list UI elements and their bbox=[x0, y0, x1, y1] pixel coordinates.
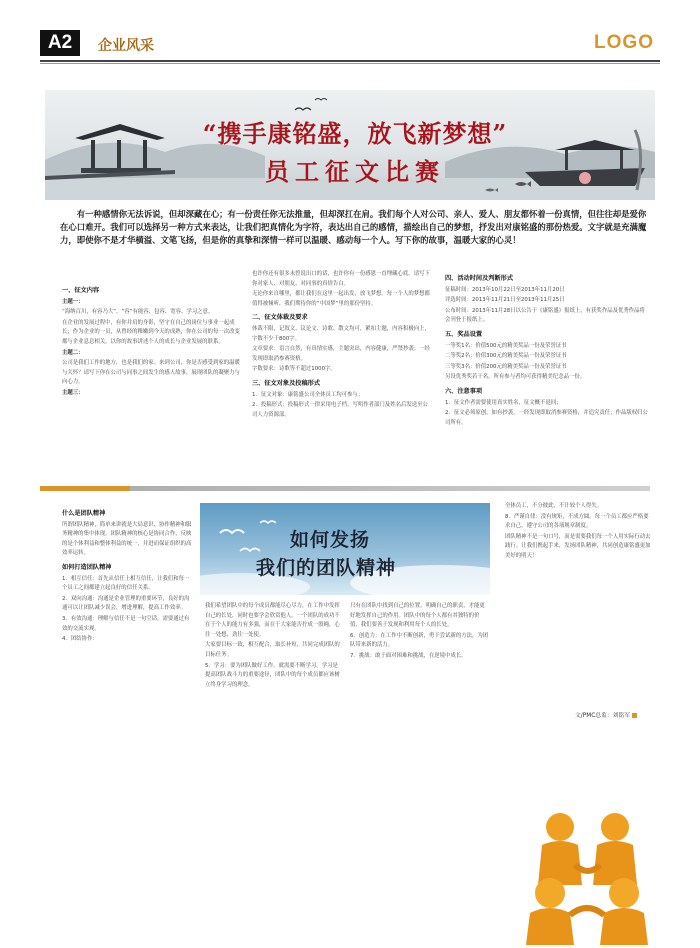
paragraph: 1．征文作者需要使用真实姓名，征文概不退回； bbox=[445, 399, 562, 406]
paragraph: 在企业的发展过程中，有你并肩的身影，坚守在自己的岗位与事业一起成长；作为企业的一员，从曾经的稚嫩到今天的成熟，你在公司的每一次改变都与企业息息相关，以你的故事讲述个人的成长与企业发展的联系。 bbox=[62, 319, 240, 345]
teamwork-figures-illustration bbox=[520, 805, 655, 945]
heading: 什么是团队精神 bbox=[62, 510, 106, 517]
lotus-icon bbox=[579, 172, 591, 184]
paragraph: “海纳百川，有容乃大”，“容”有能容、包容、宽容、学习之意。 bbox=[62, 309, 214, 316]
paragraph: 体裁不限，记叙文、议论文、诗歌、散文均可，紧扣主题，内容积极向上，字数不少于800字。 bbox=[252, 325, 430, 342]
paragraph: 2．投稿形式：投稿形式一律采用电子档，写明作者部门及姓名后发送至公司人力资源部。 bbox=[252, 402, 428, 418]
upper-column-3 bbox=[445, 270, 650, 429]
author-byline bbox=[575, 710, 637, 719]
paragraph: 评选时间：2013年11月21日至2013年11月25日 bbox=[445, 297, 565, 304]
page-header bbox=[40, 28, 660, 58]
paragraph: 5．学习：要为团队做好工作，就需要不断学习。学习是提高团队战斗力的重要途径，团队中的每个成员都应该树立终身学习的理念。 bbox=[205, 662, 340, 688]
paragraph: 3．有效沟通：理解与信任不是一句空话，需要通过有效的交流实现。 bbox=[62, 615, 190, 632]
upper-column-2 bbox=[252, 270, 432, 421]
person-figure-icon bbox=[526, 878, 574, 945]
paragraph: 6．创造力：在工作中不断创新，勇于尝试新的方法，为团队带来新的活力。 bbox=[350, 632, 489, 649]
heading: 如何打造团队精神 bbox=[62, 563, 112, 571]
paragraph: 1．征文对象：康铭盛公司全体员工均可参与； bbox=[252, 391, 364, 398]
paragraph: 全体员工，不分彼此，不计较个人得失。 bbox=[505, 503, 603, 509]
intro-paragraph: 有一种感情你无法诉说，但却深藏在心；有一份责任你无法推量，但却深扛在肩。我们每个人对公司、亲人、爱人、朋友都怀着一份真情，但往往却是爱你在心口难开。我们可以选择另一种方式来表达，让我们把真情化为字符，表达出自己的感情，描绘出自己的梦想，抒发出对康铭盛的那份热爱。文字就是充满魔力，即使你不是才华横溢、文笔飞扬，但是你的真挚和深情一样可以温暖、感动每一个人。写下你的故事，温暖大家的心灵！ bbox=[60, 209, 647, 245]
paragraph: 2．征文必须原创，如有抄袭，一经发现即取消参赛资格，并追究责任；作品版权归公司所有。 bbox=[445, 410, 648, 426]
heading: 三、征文对象及投稿形式 bbox=[252, 379, 321, 387]
subheading: 主题三： bbox=[62, 389, 84, 396]
banner-title: “携手康铭盛，放飞新梦想” bbox=[202, 119, 508, 148]
paragraph: 8．严谨自律：没有规矩，不成方圆。每一个员工都应严格要求自己，遵守公司的各项规章制度。 bbox=[505, 513, 649, 530]
subheading: 主题二： bbox=[62, 349, 84, 356]
page-number: A2 bbox=[40, 30, 80, 56]
paragraph: 我们希望团队中的每个成员都能尽心尽力，在工作中发挥自己的长处，同时也要学会欣赏他人。一个团队的成功不在于个人的能力有多强，而在于大家能否拧成一股绳，心往一处想，劲往一处使。 bbox=[205, 603, 340, 638]
paragraph: 另设优秀奖若干名，所有参与者均可获得精美纪念品一份。 bbox=[445, 374, 586, 381]
bird-icon bbox=[295, 108, 311, 110]
logo: LOGO bbox=[594, 32, 654, 53]
paragraph: 二等奖2名：价值300元的精美奖品一份及荣誉证书 bbox=[445, 353, 567, 360]
byline-text: 文/PMC总监：刘铭军 bbox=[575, 713, 631, 719]
bird-icon bbox=[240, 549, 260, 552]
heading: 四、活动时间及判断形式 bbox=[445, 275, 514, 282]
paragraph: 2．双向沟通：沟通是企业管理的重要环节，良好的沟通可以让团队减少误会，增进理解，提高工作效率。 bbox=[62, 595, 190, 612]
lower-column-2 bbox=[205, 602, 340, 691]
heading: 五、奖品设置 bbox=[445, 330, 483, 338]
section-title: 企业风采 bbox=[98, 38, 154, 54]
feature-title-line1: 如何发扬 bbox=[290, 529, 371, 551]
person-figure-icon bbox=[538, 813, 582, 885]
upper-column-1 bbox=[62, 282, 240, 400]
header-rule bbox=[40, 60, 660, 62]
paragraph: 公布时间：2013年11月28日以公告于《康铭盛》报纸上，有获奖作品及优秀作品将会刊登于报纸上。 bbox=[445, 307, 645, 324]
lower-column-4 bbox=[505, 502, 653, 563]
header-rule-thin bbox=[40, 63, 660, 64]
section-divider-accent bbox=[40, 486, 130, 491]
bird-icon bbox=[220, 530, 244, 533]
paragraph: 文章要求：语言自然，有真情实感，主题突出，内容健康，严禁抄袭；一经发现即取消参赛资格。 bbox=[252, 346, 430, 362]
paragraph: 大家要目标一致，相互配合，取长补短，共同完成团队的目标任务。 bbox=[205, 642, 340, 658]
paragraph: 只有在团队中找到自己的位置，明确自己的职责，才能更好地发挥自己的作用。团队中的每个人都有其独特的价值，我们要善于发现和利用每个人的长处。 bbox=[350, 603, 485, 629]
subheading: 主题一： bbox=[62, 298, 84, 305]
paragraph: 1．相互信任：首先从信任上相互信任，让我们和每一个员工之间都建立起良好的信任关系。 bbox=[62, 575, 190, 592]
paragraph: 字数要求：诗歌等不超过1000字。 bbox=[252, 366, 336, 373]
paragraph: 4．团结协作： bbox=[62, 636, 98, 643]
paragraph: 7．挑战：敢于面对困难和挑战，在逆境中成长。 bbox=[350, 652, 467, 659]
contest-banner bbox=[45, 90, 655, 200]
paragraph: 也许你还有很多未曾说出口的话，也许你有一份感恩一直埋藏心底。请写下你对家人、对朋友、对同事的真情告白。 bbox=[252, 271, 430, 287]
paragraph: 无论你来自哪里，都让我们在这里一起出发，放飞梦想。每一个人的梦想都值得被倾听，我们期待你的“中国梦”里的那份坚持。 bbox=[252, 291, 430, 307]
banner-subtitle: 员工征文比赛 bbox=[265, 157, 445, 186]
heading: 二、征文体裁及要求 bbox=[252, 314, 308, 322]
paragraph: 三等奖3名：价值200元的精美奖品一份及荣誉证书 bbox=[445, 363, 567, 370]
paragraph: 所谓团队精神，简单来讲就是大局意识、协作精神和服务精神的集中体现。团队精神的核心是协同合作，反映的是个体利益和整体利益的统一，并进而保证组织的高效率运转。 bbox=[62, 521, 192, 557]
paragraph: 一等奖1名：价值500元的精美奖品一份及荣誉证书 bbox=[445, 342, 567, 349]
paragraph: 团队精神不是一句口号，而是需要我们每一个人用实际行动去践行。让我们携起手来，发扬团队精神，共同创造康铭盛更加美好的明天！ bbox=[505, 533, 651, 559]
person-figure-icon bbox=[600, 878, 648, 945]
heading: 一、征文内容 bbox=[62, 287, 100, 294]
person-figure-icon bbox=[593, 813, 637, 885]
section-divider bbox=[40, 486, 650, 491]
bird-icon bbox=[260, 521, 276, 523]
heading: 六、注意事项 bbox=[445, 387, 483, 395]
feature-title-line2: 我们的团队精神 bbox=[256, 557, 397, 579]
lower-column-1 bbox=[62, 505, 192, 646]
paragraph: 征稿时间：2013年10月22日至2013年11月20日 bbox=[445, 286, 565, 293]
bird-icon bbox=[315, 99, 327, 101]
paragraph: 公司是我们工作的地方，也是我们的家。来到公司，你是否感受到家的温暖与关怀？请写下你在公司与同事之间发生的感人故事，展现团队的凝聚力与向心力。 bbox=[62, 360, 240, 386]
byline-marker bbox=[632, 713, 637, 718]
lower-column-3 bbox=[350, 602, 490, 663]
team-spirit-feature-image bbox=[200, 503, 490, 595]
